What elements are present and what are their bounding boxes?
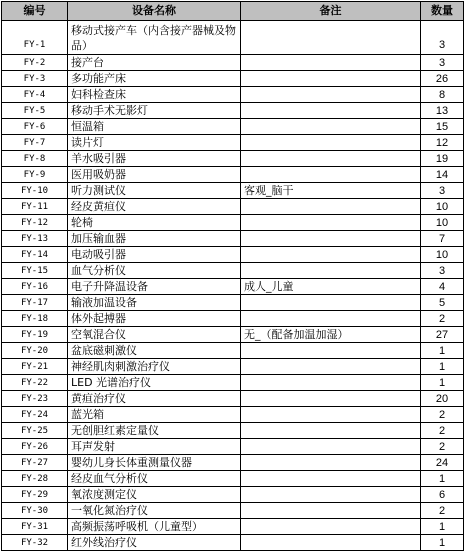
cell-name: 经皮黄疸仪 bbox=[68, 199, 241, 215]
cell-note bbox=[241, 199, 421, 215]
cell-qty: 12 bbox=[421, 135, 464, 151]
table-row bbox=[2, 87, 464, 103]
cell-note bbox=[241, 167, 421, 183]
cell-qty: 26 bbox=[421, 71, 464, 87]
table-row bbox=[2, 103, 464, 119]
header-note: 备注 bbox=[241, 2, 421, 21]
cell-qty: 5 bbox=[421, 295, 464, 311]
cell-qty: 24 bbox=[421, 455, 464, 471]
equipment-table bbox=[1, 1, 464, 551]
cell-qty: 6 bbox=[421, 487, 464, 503]
cell-name: 经皮血气分析仪 bbox=[68, 471, 241, 487]
table-row bbox=[2, 359, 464, 375]
cell-code: FY-2 bbox=[2, 55, 68, 71]
cell-note bbox=[241, 231, 421, 247]
table-row bbox=[2, 247, 464, 263]
cell-code: FY-3 bbox=[2, 71, 68, 87]
cell-name: 盆底磁刺激仪 bbox=[68, 343, 241, 359]
cell-qty: 10 bbox=[421, 199, 464, 215]
table-row bbox=[2, 455, 464, 471]
cell-qty: 1 bbox=[421, 359, 464, 375]
cell-code: FY-10 bbox=[2, 183, 68, 199]
cell-qty: 1 bbox=[421, 519, 464, 535]
cell-note bbox=[241, 375, 421, 391]
cell-note bbox=[241, 535, 421, 551]
cell-note bbox=[241, 503, 421, 519]
cell-name: 空氧混合仪 bbox=[68, 327, 241, 343]
table-row bbox=[2, 311, 464, 327]
cell-name: 黄疸治疗仪 bbox=[68, 391, 241, 407]
table-row bbox=[2, 55, 464, 71]
cell-name: 蓝光箱 bbox=[68, 407, 241, 423]
cell-qty: 15 bbox=[421, 119, 464, 135]
cell-code: FY-24 bbox=[2, 407, 68, 423]
table-row bbox=[2, 391, 464, 407]
cell-note bbox=[241, 55, 421, 71]
table-row bbox=[2, 71, 464, 87]
table-row bbox=[2, 279, 464, 295]
cell-code: FY-32 bbox=[2, 535, 68, 551]
cell-note bbox=[241, 21, 421, 55]
table-row bbox=[2, 343, 464, 359]
cell-name: 电动吸引器 bbox=[68, 247, 241, 263]
cell-note bbox=[241, 151, 421, 167]
cell-note: 成人_儿童 bbox=[241, 279, 421, 295]
cell-name: 神经肌肉刺激治疗仪 bbox=[68, 359, 241, 375]
table-row bbox=[2, 375, 464, 391]
cell-code: FY-26 bbox=[2, 439, 68, 455]
cell-qty: 2 bbox=[421, 311, 464, 327]
cell-code: FY-9 bbox=[2, 167, 68, 183]
cell-note bbox=[241, 135, 421, 151]
cell-code: FY-8 bbox=[2, 151, 68, 167]
cell-code: FY-4 bbox=[2, 87, 68, 103]
table-row bbox=[2, 151, 464, 167]
cell-code: FY-7 bbox=[2, 135, 68, 151]
cell-name: 电子升降温设备 bbox=[68, 279, 241, 295]
cell-qty: 4 bbox=[421, 279, 464, 295]
table-row bbox=[2, 21, 464, 55]
cell-note bbox=[241, 471, 421, 487]
cell-qty: 27 bbox=[421, 327, 464, 343]
table-row bbox=[2, 183, 464, 199]
cell-code: FY-22 bbox=[2, 375, 68, 391]
cell-qty: 1 bbox=[421, 343, 464, 359]
table-row bbox=[2, 231, 464, 247]
cell-code: FY-30 bbox=[2, 503, 68, 519]
cell-name: 移动手术无影灯 bbox=[68, 103, 241, 119]
cell-code: FY-1 bbox=[2, 21, 68, 55]
cell-qty: 1 bbox=[421, 375, 464, 391]
table-row bbox=[2, 423, 464, 439]
cell-note bbox=[241, 295, 421, 311]
table-row bbox=[2, 135, 464, 151]
cell-note bbox=[241, 87, 421, 103]
cell-note bbox=[241, 103, 421, 119]
cell-qty: 7 bbox=[421, 231, 464, 247]
cell-name: LED 光谱治疗仪 bbox=[68, 375, 241, 391]
cell-qty: 1 bbox=[421, 471, 464, 487]
cell-code: FY-23 bbox=[2, 391, 68, 407]
cell-qty: 10 bbox=[421, 215, 464, 231]
cell-qty: 3 bbox=[421, 55, 464, 71]
cell-qty: 2 bbox=[421, 423, 464, 439]
cell-code: FY-6 bbox=[2, 119, 68, 135]
table-row bbox=[2, 535, 464, 551]
cell-qty: 2 bbox=[421, 439, 464, 455]
header-code: 编号 bbox=[2, 2, 68, 21]
cell-note bbox=[241, 407, 421, 423]
cell-qty: 1 bbox=[421, 535, 464, 551]
cell-name: 多功能产床 bbox=[68, 71, 241, 87]
cell-qty: 19 bbox=[421, 151, 464, 167]
cell-code: FY-21 bbox=[2, 359, 68, 375]
table-body bbox=[2, 21, 464, 551]
cell-note: 客观_脑干 bbox=[241, 183, 421, 199]
table-row bbox=[2, 503, 464, 519]
cell-note bbox=[241, 311, 421, 327]
cell-name: 耳声发射 bbox=[68, 439, 241, 455]
cell-code: FY-13 bbox=[2, 231, 68, 247]
table-row bbox=[2, 295, 464, 311]
cell-code: FY-5 bbox=[2, 103, 68, 119]
table-row bbox=[2, 167, 464, 183]
cell-note bbox=[241, 439, 421, 455]
cell-name: 读片灯 bbox=[68, 135, 241, 151]
cell-note bbox=[241, 263, 421, 279]
cell-name: 加压输血器 bbox=[68, 231, 241, 247]
cell-qty: 2 bbox=[421, 407, 464, 423]
cell-name: 红外线治疗仪 bbox=[68, 535, 241, 551]
cell-code: FY-11 bbox=[2, 199, 68, 215]
cell-code: FY-31 bbox=[2, 519, 68, 535]
cell-qty: 3 bbox=[421, 183, 464, 199]
cell-name: 接产台 bbox=[68, 55, 241, 71]
cell-qty: 14 bbox=[421, 167, 464, 183]
cell-code: FY-27 bbox=[2, 455, 68, 471]
cell-note bbox=[241, 391, 421, 407]
table-row bbox=[2, 263, 464, 279]
cell-code: FY-29 bbox=[2, 487, 68, 503]
cell-code: FY-12 bbox=[2, 215, 68, 231]
table-row bbox=[2, 327, 464, 343]
cell-name: 体外起搏器 bbox=[68, 311, 241, 327]
table-row bbox=[2, 519, 464, 535]
cell-code: FY-16 bbox=[2, 279, 68, 295]
header-qty: 数量 bbox=[421, 2, 464, 21]
cell-name: 无创胆红素定量仪 bbox=[68, 423, 241, 439]
table-row bbox=[2, 215, 464, 231]
table-row bbox=[2, 199, 464, 215]
cell-name: 一氧化氮治疗仪 bbox=[68, 503, 241, 519]
cell-qty: 20 bbox=[421, 391, 464, 407]
cell-name: 氧浓度测定仪 bbox=[68, 487, 241, 503]
table-row bbox=[2, 471, 464, 487]
cell-code: FY-28 bbox=[2, 471, 68, 487]
table-row bbox=[2, 439, 464, 455]
cell-code: FY-19 bbox=[2, 327, 68, 343]
table-row bbox=[2, 119, 464, 135]
cell-qty: 2 bbox=[421, 503, 464, 519]
cell-name: 轮椅 bbox=[68, 215, 241, 231]
cell-name: 恒温箱 bbox=[68, 119, 241, 135]
cell-qty: 13 bbox=[421, 103, 464, 119]
cell-code: FY-25 bbox=[2, 423, 68, 439]
cell-name: 高频振荡呼吸机（儿童型） bbox=[68, 519, 241, 535]
cell-code: FY-20 bbox=[2, 343, 68, 359]
cell-note bbox=[241, 519, 421, 535]
cell-qty: 8 bbox=[421, 87, 464, 103]
cell-name: 妇科检查床 bbox=[68, 87, 241, 103]
cell-name: 血气分析仪 bbox=[68, 263, 241, 279]
cell-qty: 3 bbox=[421, 263, 464, 279]
cell-qty: 3 bbox=[421, 21, 464, 55]
cell-code: FY-18 bbox=[2, 311, 68, 327]
cell-code: FY-17 bbox=[2, 295, 68, 311]
cell-note bbox=[241, 247, 421, 263]
cell-name: 移动式接产车（内含接产器械及物品） bbox=[68, 21, 241, 55]
cell-name: 羊水吸引器 bbox=[68, 151, 241, 167]
cell-note bbox=[241, 423, 421, 439]
cell-note bbox=[241, 119, 421, 135]
cell-note bbox=[241, 215, 421, 231]
cell-note: 无_（配备加温加湿） bbox=[241, 327, 421, 343]
cell-name: 听力测试仪 bbox=[68, 183, 241, 199]
cell-code: FY-15 bbox=[2, 263, 68, 279]
cell-code: FY-14 bbox=[2, 247, 68, 263]
header-name: 设备名称 bbox=[68, 2, 241, 21]
cell-name: 输液加温设备 bbox=[68, 295, 241, 311]
cell-qty: 10 bbox=[421, 247, 464, 263]
table-row bbox=[2, 487, 464, 503]
table-header-row bbox=[2, 2, 464, 21]
cell-note bbox=[241, 487, 421, 503]
cell-note bbox=[241, 71, 421, 87]
cell-name: 婴幼儿身长体重测量仪器 bbox=[68, 455, 241, 471]
cell-note bbox=[241, 455, 421, 471]
cell-note bbox=[241, 343, 421, 359]
table-row bbox=[2, 407, 464, 423]
cell-note bbox=[241, 359, 421, 375]
cell-name: 医用吸奶器 bbox=[68, 167, 241, 183]
